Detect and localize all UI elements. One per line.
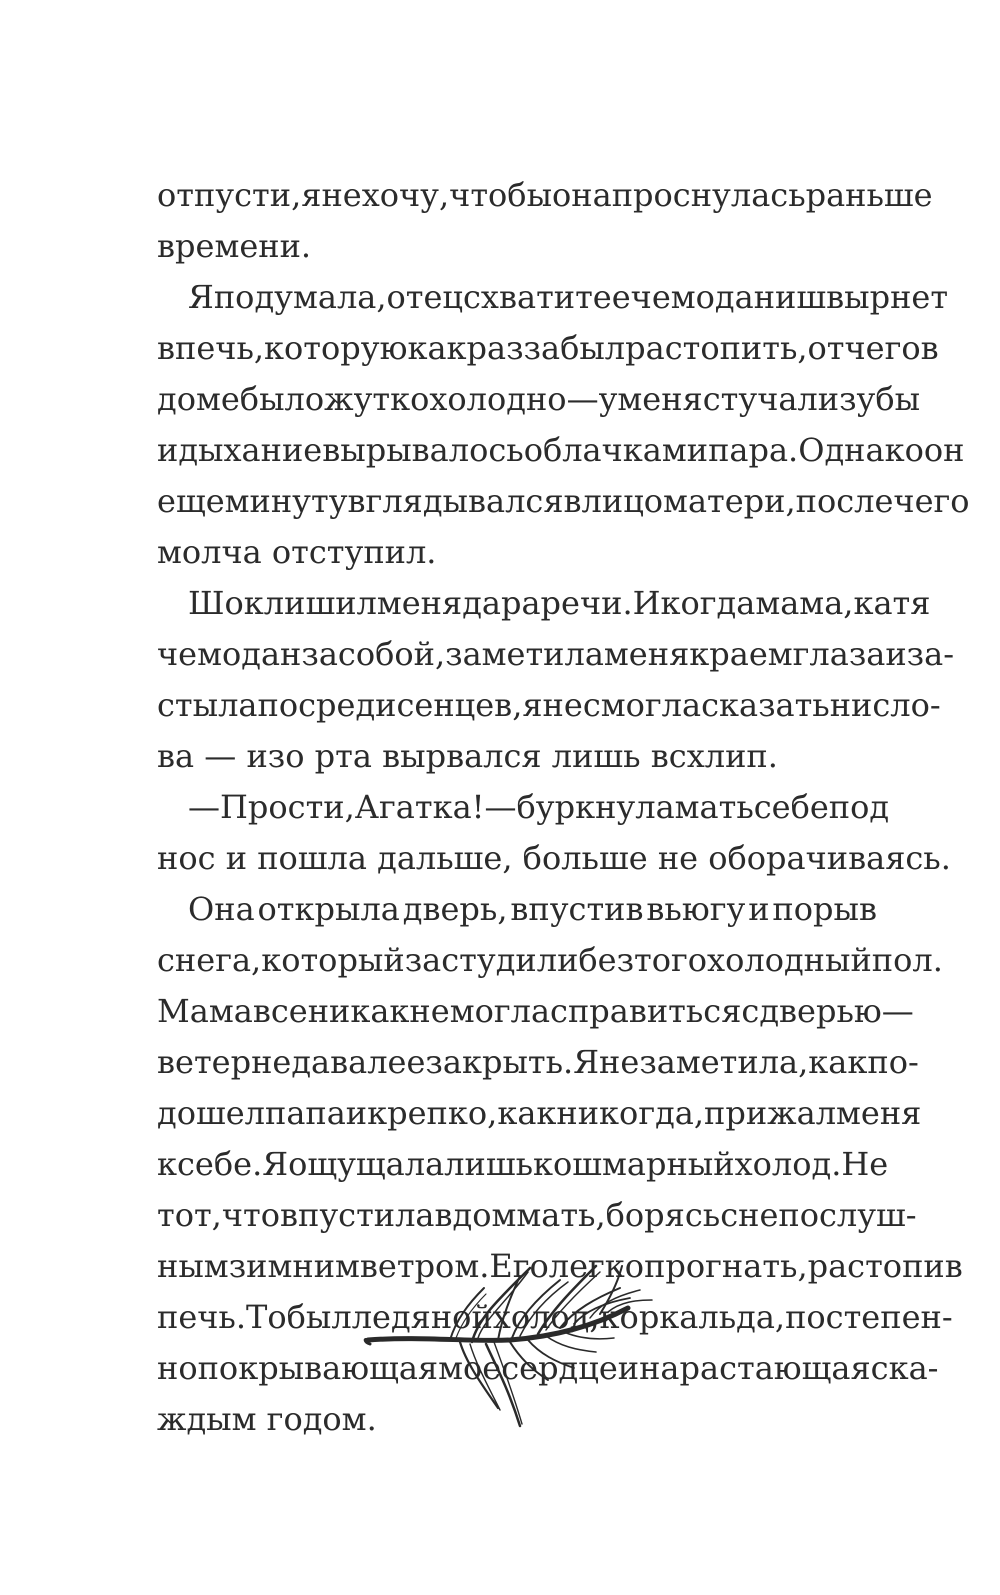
text-line: Я подумала, отец схватит ее чемодан и швырнет [188, 278, 949, 316]
text-line: Шок лишил меня дара речи. И когда мама, катя [188, 584, 931, 622]
text-line: снега, который застудил и без того холодный пол. [157, 941, 943, 979]
text-line: отпусти, я не хочу, чтобы она проснулась раньше [157, 176, 933, 214]
text-line: тот, что впустила в дом мать, борясь с непослуш- [157, 1196, 917, 1234]
text-line: — Прости, Агатка! — буркнула мать себе под [188, 788, 890, 826]
text-line: в печь, которую как раз забыл растопить, отчего в [157, 329, 939, 367]
text-line: Мама все никак не могла справиться с дверью — [157, 992, 914, 1030]
text-line: времени. [157, 227, 312, 265]
body-text [157, 170, 970, 1445]
text-line: нос и пошла дальше, больше не оборачиваясь. [157, 839, 951, 877]
text-line: молча отступил. [157, 533, 437, 571]
plant-sprig-icon [360, 1258, 660, 1438]
text-line: ждым годом. [157, 1400, 377, 1438]
text-line: Она открыла дверь, впустив вьюгу и порыв [188, 890, 877, 928]
text-line: и дыхание вырывалось облачками пара. Однако он [157, 431, 965, 469]
text-line: доме было жутко холодно — у меня стучали зубы [157, 380, 921, 418]
text-line: печь. То был ледяной холод, корка льда, постепен- [157, 1298, 953, 1336]
text-line: ным зимним ветром. Его легко прогнать, растопив [157, 1247, 963, 1285]
text-line: но покрывающая мое сердце и нарастающая с ка- [157, 1349, 939, 1387]
text-line: к себе. Я ощущала лишь кошмарный холод. Не [157, 1145, 889, 1183]
text-line: еще минуту вглядывался в лицо матери, после чего [157, 482, 970, 520]
text-line: ва — изо рта вырвался лишь всхлип. [157, 737, 778, 775]
text-line: дошел папа и крепко, как никогда, прижал меня [157, 1094, 922, 1132]
text-line: чемодан за собой, заметила меня краем глаза и за- [157, 635, 955, 673]
text-line: ветер не давал ее закрыть. Я не заметила, как по- [157, 1043, 919, 1081]
text-line: стыла посреди сенцев, я не смогла сказать ни сло- [157, 686, 941, 724]
